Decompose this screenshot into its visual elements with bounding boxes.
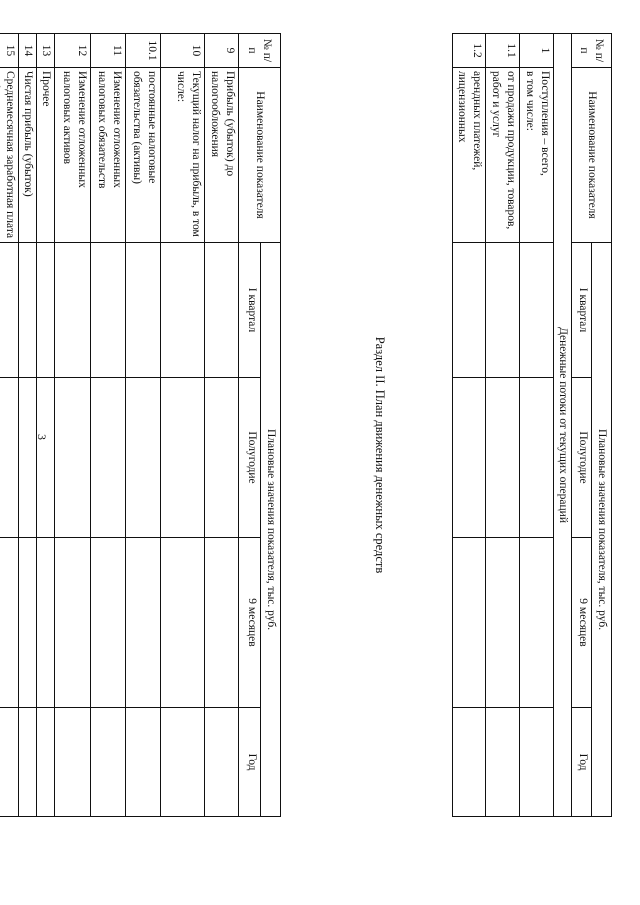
value-cell	[453, 378, 486, 538]
row-name: арендных платежей, лицензионных	[453, 68, 486, 243]
header-half: Полугодие	[239, 378, 261, 538]
value-cell	[0, 538, 19, 708]
value-cell	[205, 538, 239, 708]
header-group: Плановые значения показателя, тыс. руб.	[592, 243, 612, 817]
row-num: 10	[161, 34, 205, 68]
table-row	[126, 34, 161, 817]
value-cell	[19, 538, 37, 708]
table-row	[19, 34, 37, 817]
value-cell	[161, 378, 205, 538]
row-num: 15	[0, 34, 19, 68]
value-cell	[205, 378, 239, 538]
value-cell	[161, 708, 205, 817]
row-name: Изменение отложенных налоговых обязательств	[91, 68, 126, 243]
row-num: 12	[55, 34, 91, 68]
value-cell	[55, 708, 91, 817]
row-num: 14	[19, 34, 37, 68]
value-cell	[520, 243, 554, 378]
value-cell	[55, 538, 91, 708]
value-cell	[126, 708, 161, 817]
header-q1: I квартал	[239, 243, 261, 378]
header-9months: 9 месяцев	[239, 538, 261, 708]
header-half: Полугодие	[572, 378, 592, 538]
value-cell	[453, 708, 486, 817]
value-cell	[91, 708, 126, 817]
value-cell	[37, 243, 55, 378]
table-row	[520, 34, 554, 817]
row-num: 1	[520, 34, 554, 68]
row-num: 13	[37, 34, 55, 68]
header-group: Плановые значения показателя, тыс. руб.	[261, 243, 281, 817]
row-name	[520, 68, 554, 243]
value-cell	[486, 378, 520, 538]
value-cell	[55, 243, 91, 378]
value-cell	[520, 708, 554, 817]
value-cell	[205, 708, 239, 817]
value-cell	[520, 538, 554, 708]
row-name: Среднемесячная заработная плата	[0, 68, 19, 243]
row-num: 1.1	[486, 34, 520, 68]
row-name: Прочее	[37, 68, 55, 243]
value-cell	[486, 243, 520, 378]
header-year: Год	[239, 708, 261, 817]
value-cell	[91, 243, 126, 378]
table-row	[37, 34, 55, 817]
row-name-line1: Поступления – всего,	[539, 71, 551, 176]
value-cell	[0, 243, 19, 378]
value-cell	[91, 538, 126, 708]
table-row	[161, 34, 205, 817]
value-cell	[19, 708, 37, 817]
row-name: от продажи продукции, товаров, работ и услуг	[486, 68, 520, 243]
value-cell	[19, 378, 37, 538]
value-cell	[126, 378, 161, 538]
financial-plan-table	[0, 33, 281, 817]
row-num: 11	[91, 34, 126, 68]
header-name: Наименование показателя	[572, 68, 612, 243]
row-num: 10.1	[126, 34, 161, 68]
value-cell	[161, 538, 205, 708]
section-title: Раздел II. План движения денежных средств	[373, 336, 387, 574]
cash-flow-table	[452, 33, 612, 817]
page-number: 3	[35, 434, 49, 440]
header-name: Наименование показателя	[239, 68, 281, 243]
table-row	[205, 34, 239, 817]
row-name: Прибыль (убыток) до налогообложения	[205, 68, 239, 243]
row-name-line2: в том числе:	[524, 71, 536, 131]
operating-flows-subheader: Денежные потоки от текущих операций	[554, 34, 572, 817]
table-row	[55, 34, 91, 817]
value-cell	[486, 538, 520, 708]
row-name: Изменение отложенных налоговых активов	[55, 68, 91, 243]
value-cell	[126, 538, 161, 708]
value-cell	[453, 538, 486, 708]
value-cell	[37, 378, 55, 538]
header-q1: I квартал	[572, 243, 592, 378]
header-num: № п/п	[239, 34, 281, 68]
value-cell	[161, 243, 205, 378]
table-row	[453, 34, 486, 817]
value-cell	[486, 708, 520, 817]
header-9months: 9 месяцев	[572, 538, 592, 708]
row-name: постоянные налоговые обязательства (активы)	[126, 68, 161, 243]
header-year: Год	[572, 708, 592, 817]
table-row	[0, 34, 19, 817]
row-num: 9	[205, 34, 239, 68]
value-cell	[19, 243, 37, 378]
value-cell	[0, 378, 19, 538]
value-cell	[37, 538, 55, 708]
row-name: Чистая прибыль (убыток)	[19, 68, 37, 243]
value-cell	[0, 708, 19, 817]
value-cell	[91, 378, 126, 538]
row-name: Текущий налог на прибыль, в том числе:	[161, 68, 205, 243]
value-cell	[453, 243, 486, 378]
header-num: № п/п	[572, 34, 612, 68]
table-row	[486, 34, 520, 817]
value-cell	[55, 378, 91, 538]
row-num: 1.2	[453, 34, 486, 68]
value-cell	[37, 708, 55, 817]
value-cell	[520, 378, 554, 538]
value-cell	[126, 243, 161, 378]
table-row	[91, 34, 126, 817]
value-cell	[205, 243, 239, 378]
